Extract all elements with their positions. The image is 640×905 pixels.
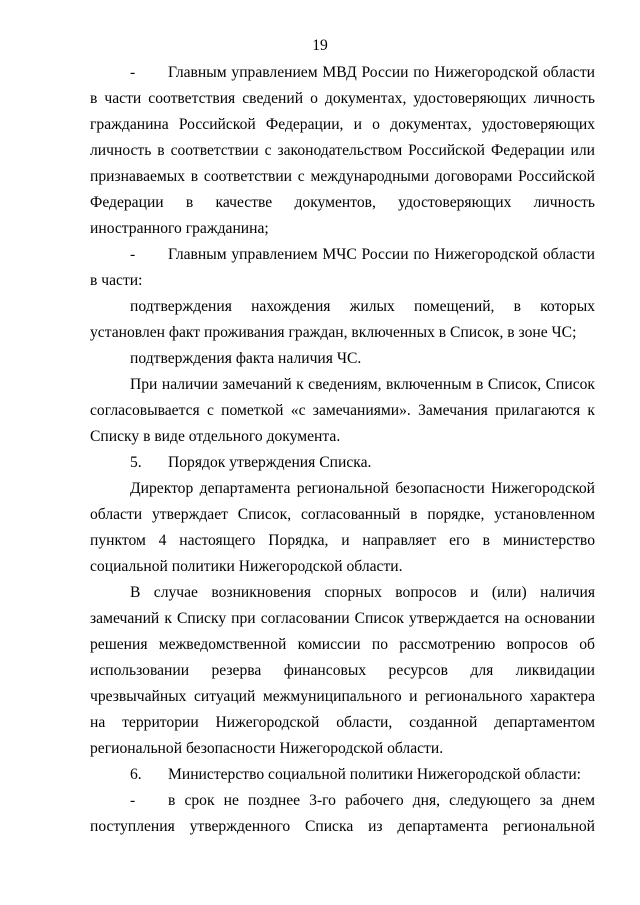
paragraph-text: Министерство социальной политики Нижегородской области:: [168, 766, 582, 783]
page-number: 19: [312, 37, 328, 54]
paragraph-text: При наличии замечаний к сведениям, включенным в Список, Список согласовывается с пометкой «с замечаниями». Замечания прилагаются к Списку в виде отдельного документа.: [90, 376, 595, 445]
paragraph-emergency: [90, 346, 595, 372]
paragraph-text: Главным управлением МВД России по Нижегородской области в части соответствия сведений о документах, удостоверяющих личность гражданина Российской Федерации, и о документах, удостоверяющих личность в соответствии с законодательством Российской Федерации или признаваемых в соответствии с международными договорами Российской Федерации в качестве документов, удостоверяющих личность иностранного гражданина;: [90, 64, 595, 237]
list-marker: -: [130, 792, 136, 809]
paragraph-text: в срок не позднее 3-го рабочего дня, следующего за днем поступления утвержденного Списка из департамента региональной: [90, 792, 595, 835]
list-marker: -: [130, 246, 136, 263]
paragraph-text: подтверждения нахождения жилых помещений, в которых установлен факт проживания граждан, включенных в Список, в зоне ЧС;: [90, 298, 595, 341]
list-marker: -: [130, 64, 136, 81]
paragraph-housing: [90, 294, 595, 346]
paragraph-disputes: [90, 580, 595, 762]
paragraph-text: В случае возникновения спорных вопросов и (или) наличия замечаний к Списку при согласовании Список утверждается на основании решения межведомственной комиссии по рассмотрению вопросов об использовании резерва финансовых ресурсов для ликвидации чрезвычайных ситуаций межмуниципального и регионального характера на территории Нижегородской области, созданной департаментом региональной безопасности Нижегородской области.: [90, 584, 595, 757]
paragraph-mvd: [90, 60, 595, 242]
paragraph-text: Порядок утверждения Списка.: [168, 454, 372, 471]
paragraph-text: Главным управлением МЧС России по Нижегородской области в части:: [90, 246, 595, 289]
paragraph-remarks: [90, 372, 595, 450]
list-marker: 5.: [130, 454, 142, 471]
document-body: [90, 60, 595, 840]
paragraph-mchs: [90, 242, 595, 294]
paragraph-item-5: [90, 450, 595, 476]
paragraph-item-6: [90, 762, 595, 788]
paragraph-text: подтверждения факта наличия ЧС.: [130, 350, 362, 367]
paragraph-director: [90, 476, 595, 580]
paragraph-deadline: [90, 788, 595, 840]
list-marker: 6.: [130, 766, 142, 783]
paragraph-text: Директор департамента региональной безопасности Нижегородской области утверждает Список, согласованный в порядке, установленном пунктом 4 настоящего Порядка, и направляет его в министерство социальной политики Нижегородской области.: [90, 480, 595, 575]
